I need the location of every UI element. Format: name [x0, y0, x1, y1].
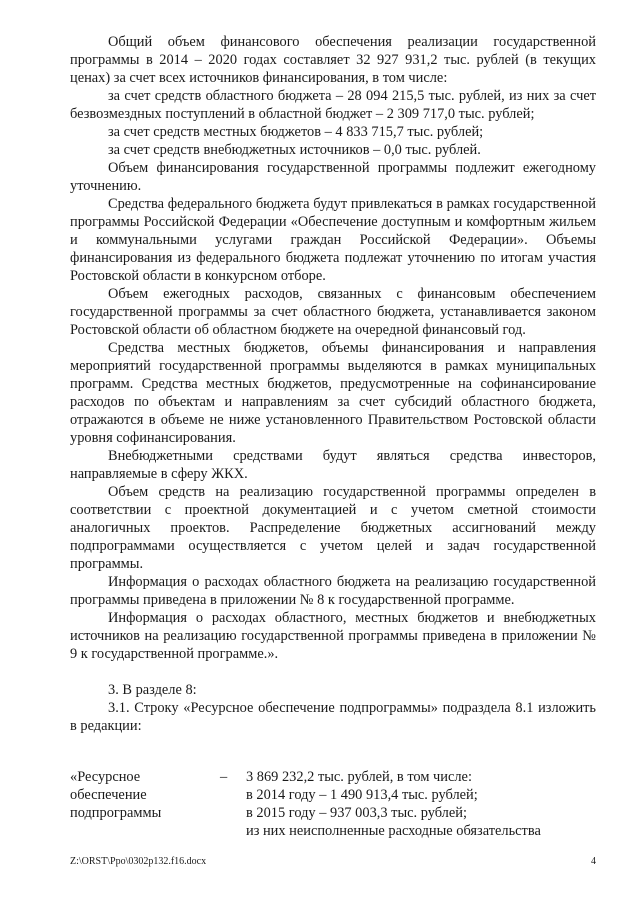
table-label-line: обеспечение	[70, 787, 147, 803]
paragraph-local-budgets: за счет средств местных бюджетов – 4 833 715,7 тыс. рублей;	[108, 124, 484, 140]
table-value-line: в 2014 году – 1 490 913,4 тыс. рублей;	[246, 787, 478, 803]
resource-table	[70, 768, 596, 840]
paragraph-appendix-9: Информация о расходах областного, местных бюджетов и внебюджетных источников на реализацию государственной программы приведена в приложении № 9 к государственной программе.».	[70, 610, 596, 662]
table-value-line: 3 869 232,2 тыс. рублей, в том числе:	[246, 769, 472, 785]
paragraph-project-docs: Объем средств на реализацию государственной программы определен в соответствии с проектной документацией и с учетом сметной стоимости аналогичных проектов. Распределение бюджетных ассигнований между подпрограммами осуществляется с учетом целей и задач государственной программы.	[70, 484, 596, 572]
table-row	[70, 804, 596, 822]
table-value-line: из них неисполненные расходные обязательства	[246, 823, 541, 839]
paragraph-annual-update: Объем финансирования государственной программы подлежит ежегодному уточнению.	[70, 160, 596, 194]
paragraph-appendix-8: Информация о расходах областного бюджета на реализацию государственной программы приведена в приложении № 8 к государственной программе.	[70, 574, 596, 608]
paragraph-municipal-programs: Средства местных бюджетов, объемы финансирования и направления мероприятий государственной программы выделяются в рамках муниципальных программ. Средства местных бюджетов, предусмотренные на софинансирование расходов по объектам и направлениям за счет субсидий областного бюджета, отражаются в объеме не ниже установленного Правительством Ростовской области уровня софинансирования.	[70, 340, 596, 446]
footer-file-path: Z:\ORST\Ppo\0302p132.f16.docx	[70, 856, 207, 867]
paragraph-federal-budget: Средства федерального бюджета будут привлекаться в рамках государственной программы Российской Федерации «Обеспечение доступным и комфортным жильем и коммунальными услугами граждан Российской Федерации». Объемы финансирования из федерального бюджета подлежат уточнению по итогам участия Ростовской области в конкурсном отборе.	[70, 196, 596, 284]
paragraph-regional-budget: за счет средств областного бюджета – 28 094 215,5 тыс. рублей, из них за счет безвозмездных поступлений в областной бюджет – 2 309 717,0 тыс. рублей;	[70, 88, 596, 122]
paragraph-amendment: 3.1. Строку «Ресурсное обеспечение подпрограммы» подраздела 8.1 изложить в редакции:	[70, 700, 596, 734]
page-footer	[70, 856, 596, 868]
table-label-line: «Ресурсное	[70, 769, 141, 785]
table-row	[70, 768, 596, 786]
table-row	[70, 786, 596, 804]
table-dash: –	[220, 769, 228, 785]
table-row	[70, 822, 596, 840]
table-label-line: подпрограммы	[70, 805, 162, 821]
page-number: 4	[591, 856, 596, 867]
document-body	[70, 33, 596, 735]
paragraph-total-financing: Общий объем финансового обеспечения реализации государственной программы в 2014 – 2020 годах составляет 32 927 931,2 тыс. рублей (в текущих ценах) за счет всех источников финансирования, в том числе:	[70, 34, 596, 86]
paragraph-investors: Внебюджетными средствами будут являться средства инвесторов, направляемые в сферу ЖКХ.	[70, 448, 596, 482]
paragraph-annual-expenses: Объем ежегодных расходов, связанных с финансовым обеспечением государственной программы за счет областного бюджета, устанавливается законом Ростовской области об областном бюджете на очередной финансовый год.	[70, 286, 596, 338]
table-value-line: в 2015 году – 937 003,3 тыс. рублей;	[246, 805, 467, 821]
section-heading: 3. В разделе 8:	[108, 682, 197, 698]
paragraph-extrabudgetary: за счет средств внебюджетных источников – 0,0 тыс. рублей.	[108, 142, 481, 158]
